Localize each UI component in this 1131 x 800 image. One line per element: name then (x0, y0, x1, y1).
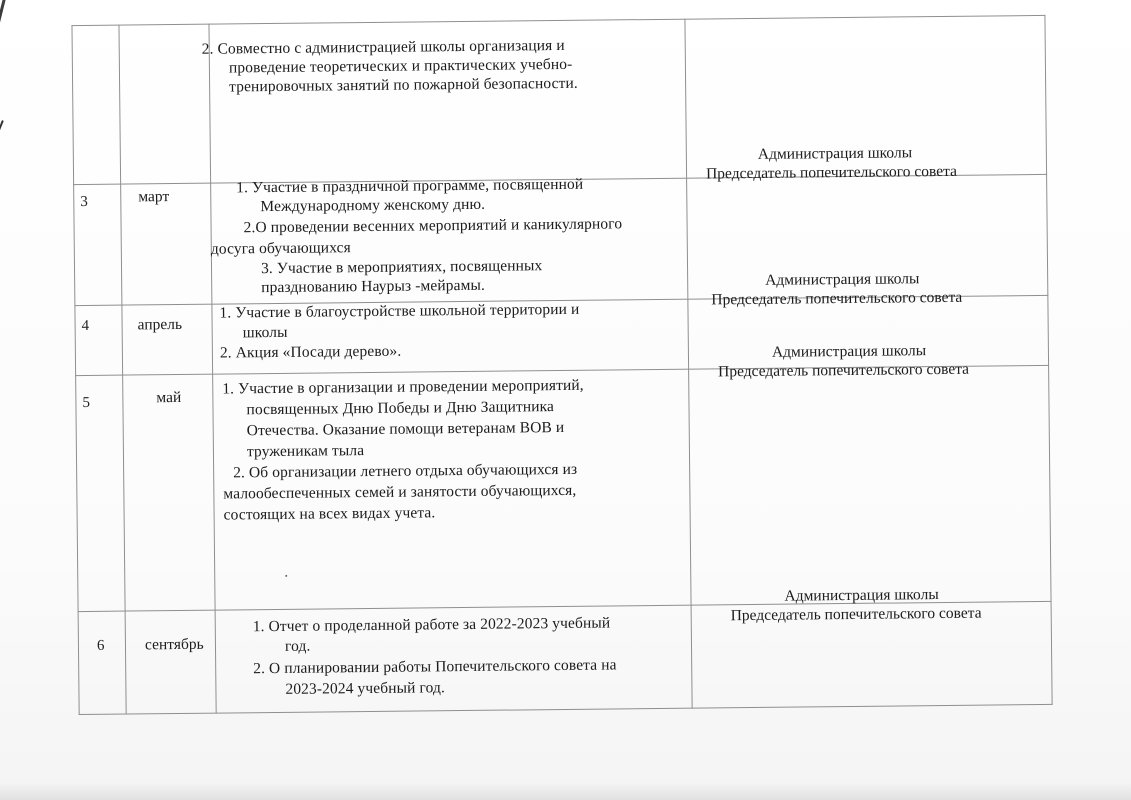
table-border-top (71, 15, 1045, 26)
activity-line: состоящих на всех видах учета. (223, 504, 436, 524)
activity-line: 1. Участие в организации и проведении мероприятий, (222, 376, 584, 398)
row-number: 3 (80, 193, 88, 211)
activity-line: празднованию Наурыз -мейрамы. (261, 276, 486, 297)
activity-line: досуга обучающихся (210, 239, 351, 258)
activity-line: 1. Участие в благоустройстве школьной территории и (219, 300, 580, 322)
activity-line: школы (242, 323, 288, 342)
activity-line: проведение теоретических и практических учебно- (228, 55, 573, 77)
activity-line: посвященных Дню Победы и Дню Защитника (246, 398, 555, 419)
responsible-line: Администрация школы (757, 144, 913, 163)
row-number: 6 (96, 637, 105, 654)
activity-line: 1. Участие в праздничной программе, посвященной (236, 175, 584, 197)
row-number: 5 (82, 394, 91, 412)
activity-line: Международному женскому дню. (260, 195, 486, 216)
responsible-line: Председатель попечительского совета (705, 162, 958, 183)
responsible-line: Председатель попечительского совета (711, 288, 963, 309)
row-number: 4 (81, 317, 90, 335)
activity-line: год. (284, 637, 311, 655)
scan-bottom-edge (0, 782, 1131, 800)
responsible-line: Администрация школы (771, 342, 927, 361)
activity-line: 2. Совместно с администрацией школы организация и (201, 36, 565, 58)
activity-line: 2.О проведении весенних мероприятий и каникулярного (243, 215, 623, 237)
row-month: апрель (137, 315, 183, 334)
responsible-line: Председатель попечительского совета (718, 360, 970, 381)
activity-line: 3. Участие в мероприятиях, посвященных (260, 257, 543, 278)
responsible-line: Администрация школы (784, 586, 939, 605)
activity-line: труженикам тыла (246, 442, 365, 461)
activity-line: 2. О планировании работы Попечительского совета на (253, 656, 617, 678)
activity-line: 2. Акция «Посади дерево». (219, 342, 402, 362)
activity-line: 1. Отчет о проделанной работе за 2022-2023 учебный (252, 614, 611, 636)
row-month: сентябрь (144, 635, 204, 654)
activity-line: Отечества. Оказание помощи ветеранам ВОВ и (246, 418, 565, 440)
responsible-line: Председатель попечительского совета (730, 604, 982, 625)
scan-speck (285, 575, 287, 577)
row-month: март (138, 188, 170, 206)
table-border-bottom (79, 704, 1053, 715)
row-month: май (156, 388, 182, 407)
activity-line: 2023-2024 учебный год. (285, 679, 445, 698)
responsible-line: Администрация школы (765, 270, 920, 289)
activity-line: 2. Об организации летнего отдыха обучающихся из (233, 460, 578, 482)
activity-line: малообеспеченных семей и занятости обучающихся, (223, 481, 577, 503)
activity-line: тренировочных занятий по пожарной безопасности. (229, 74, 578, 96)
